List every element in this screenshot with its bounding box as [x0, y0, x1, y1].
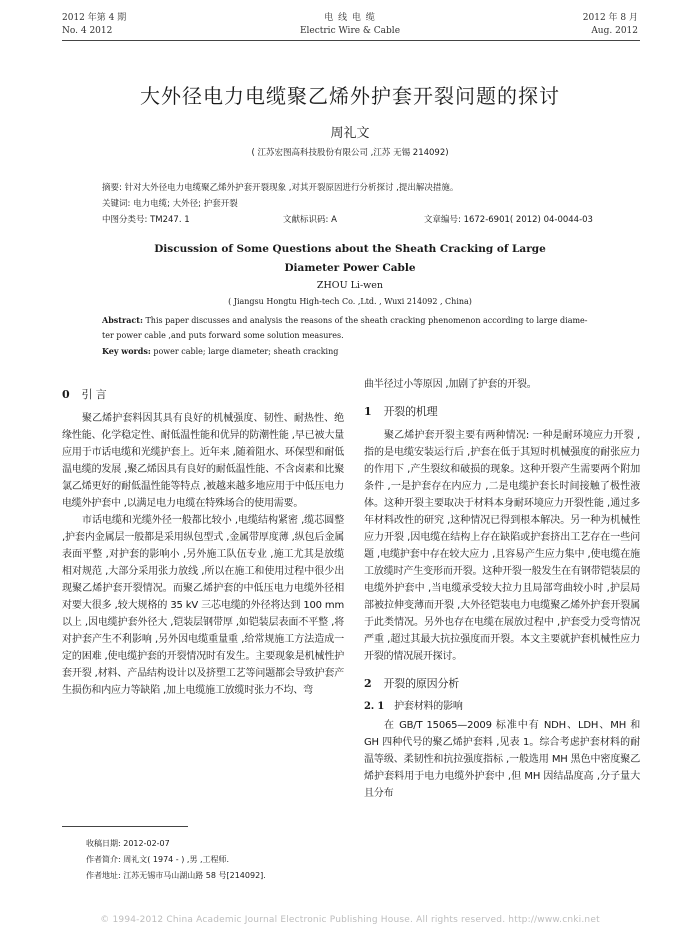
- section-heading-2: [364, 675, 640, 692]
- affiliation-en: ( Jiangsu Hongtu High-tech Co. ,Ltd. , Wuxi 214092 , China): [228, 297, 472, 306]
- subsection-heading-2-1: [364, 698, 640, 715]
- right-column: [364, 376, 640, 802]
- header-no: No. 4 2012: [62, 26, 113, 36]
- section-title: 引 言: [81, 388, 107, 401]
- header-year-issue: 2012 年第 4 期: [62, 13, 127, 23]
- header-journal-cn: 电 线 电 缆: [324, 13, 376, 23]
- header-date-en: Aug. 2012: [591, 26, 638, 36]
- footnote-bio: 作者简介: 周礼文( 1974 - ) ,男 ,工程师.: [86, 855, 230, 864]
- affiliation-cn: ( 江苏宏图高科技股份有限公司 ,江苏 无锡 214092): [251, 148, 449, 158]
- material-paragraph: 在 GB/T 15065—2009 标准中有 NDH、LDH、MH 和 GH 四种代号的聚乙烯护套料 ,见表 1。综合考虑护套材料的耐温等级、柔韧性和抗拉强度指标 ,一般选用 MH 黑色中密度聚乙烯护套料用于电力电缆外护套中 ,但 MH 因结晶度高 ,分子量大且分布: [364, 720, 640, 799]
- intro-paragraph-2: 市话电缆和光缆外径一般都比较小 ,电缆结构紧密 ,缆芯圆整 ,护套内金属层一般都是采用纵包型式 ,金属带厚度薄 ,纵包后金属表面平整 ,对护套的影响小 ,另外施工队伍专业 ,施工尤其是放缆相对规范 ,大部分采用张力放线 ,所以在施工和使用过程中很少出现聚乙烯护套开裂情况。而聚乙烯护套的中低压电力电缆外径相对要大很多 ,较大规格的 35 kV 三芯电缆的外径将达到 100 mm 以上 ,因电缆护套外径大 ,铠装层钢带厚 ,如铠装层表面不平整 ,将对护套产生不利影响 ,另外因电缆重量重 ,给常规施工方法造成一定的困难 ,使电缆护套的开裂情况时有发生。主要现象是机械性护套开裂 ,材料、产品结构设计以及挤塑工艺等问题都会导致护套产生损伤和内应力等缺陷 ,加上电缆施工放缆时张力不均、弯: [62, 515, 344, 696]
- copyright-footer: © 1994-2012 China Academic Journal Electronic Publishing House. All rights reserved. http://www.cnki.net: [100, 915, 600, 925]
- author-cn: 周礼文: [330, 126, 370, 141]
- mechanism-paragraph: 聚乙烯护套开裂主要有两种情况: 一种是耐环境应力开裂 ,指的是电缆安装运行后 ,护套在低于其短时机械强度的耐张应力的作用下 ,产生裂纹和破损的现象。这种开裂产生需要两个附加条件 ,一是护套存在内应力 ,二是电缆护套长时间接触了极性液体。这种开裂主要取决于材料本身耐环境应力开裂性能 ,通过多年材料改性的研究 ,这种情况已得到根本解决。另一种为机械性应力开裂 ,因电缆在结构上存在缺陷或护套挤出工艺存在一些问题 ,电缆护套中存在较大应力 ,且容易产生应力集中 ,使电缆在施工放缆时产生变形而开裂。这种开裂一般发生在有钢带铠装层的电缆外护套中 ,当电缆承受较大拉力且局部弯曲较小时 ,护层局部被拉伸变薄而开裂 ,大外径铠装电力电缆聚乙烯外护套开裂属于此类情况。另外也存在电缆在展放过程中 ,护套受力受弯情况严重 ,超过其最大抗拉强度而开裂。本文主要就护套机械性应力开裂的情况展开探讨。: [364, 430, 640, 662]
- abstract-en-label: Abstract:: [102, 315, 143, 325]
- keywords-cn: 关键词: 电力电缆; 大外径; 护套开裂: [102, 199, 238, 209]
- header-journal: [250, 12, 450, 38]
- keywords-en: [102, 346, 338, 356]
- left-column: [62, 386, 344, 699]
- header-rule: [62, 40, 640, 41]
- footnote-received: 收稿日期: 2012-02-07: [86, 839, 170, 848]
- section-heading-1: [364, 403, 640, 420]
- section-title: 开裂的机理: [383, 405, 438, 418]
- paper-title-en-line1: Discussion of Some Questions about the Sheath Cracking of Large: [154, 243, 546, 255]
- header-date: [583, 12, 638, 38]
- abstract-en-line2: ter power cable ,and puts forward some solution measures.: [102, 331, 344, 340]
- footnote-address: 作者地址: 江苏无锡市马山湖山路 58 号[214092].: [86, 871, 266, 880]
- section-number: 1: [364, 405, 372, 418]
- keywords-en-label: Key words:: [102, 346, 151, 356]
- abstract-en-line1: This paper discusses and analysis the reasons of the sheath cracking phenomenon according to large diame-: [142, 316, 588, 325]
- section-heading-0: [62, 386, 344, 403]
- footnote: [86, 836, 266, 884]
- abstract-en: [102, 313, 600, 343]
- paper-title-en: [120, 240, 580, 278]
- section-number: 2: [364, 677, 372, 690]
- article-number: 文章编号: 1672-6901( 2012) 04-0044-03: [424, 215, 593, 225]
- paper-title-cn: 大外径电力电缆聚乙烯外护套开裂问题的探讨: [140, 84, 560, 108]
- subsection-title: 护套材料的影响: [394, 701, 463, 712]
- keywords-en-text: power cable; large diameter; sheath cracking: [150, 347, 339, 356]
- paper-title-en-line2: Diameter Power Cable: [284, 262, 416, 274]
- section-number: 0: [62, 388, 70, 401]
- footnote-rule: [62, 826, 188, 827]
- intro-paragraph-1: 聚乙烯护套料因其具有良好的机械强度、韧性、耐热性、绝缘性能、化学稳定性、耐低温性能和优异的防潮性能 ,早已被大量应用于市话电缆和光缆护套上。近年来 ,随着阻水、环保型和耐低温电缆的发展 ,聚乙烯因具有良好的耐低温性能、不含卤素和比聚氯乙烯更好的耐低温性能等特点 ,被越来越多地应用于中低压电力电缆外护套中 ,以满足电力电缆在特殊场合的使用需要。: [62, 413, 344, 509]
- document-code: 文献标识码: A: [283, 215, 337, 225]
- section-title: 开裂的原因分析: [383, 677, 460, 690]
- clc-number: 中图分类号: TM247. 1: [102, 215, 190, 225]
- header-journal-en: Electric Wire & Cable: [299, 26, 401, 36]
- abstract-cn: 摘要: 针对大外径电力电缆聚乙烯外护套开裂现象 ,对其开裂原因进行分析探讨 ,提出解决措施。: [102, 183, 459, 193]
- subsection-number: 2. 1: [364, 701, 385, 712]
- author-en: ZHOU Li-wen: [316, 280, 384, 291]
- continued-paragraph: 曲半径过小等原因 ,加剧了护套的开裂。: [364, 379, 537, 390]
- header-issue: [62, 12, 126, 38]
- header-date-cn: 2012 年 8 月: [582, 13, 638, 23]
